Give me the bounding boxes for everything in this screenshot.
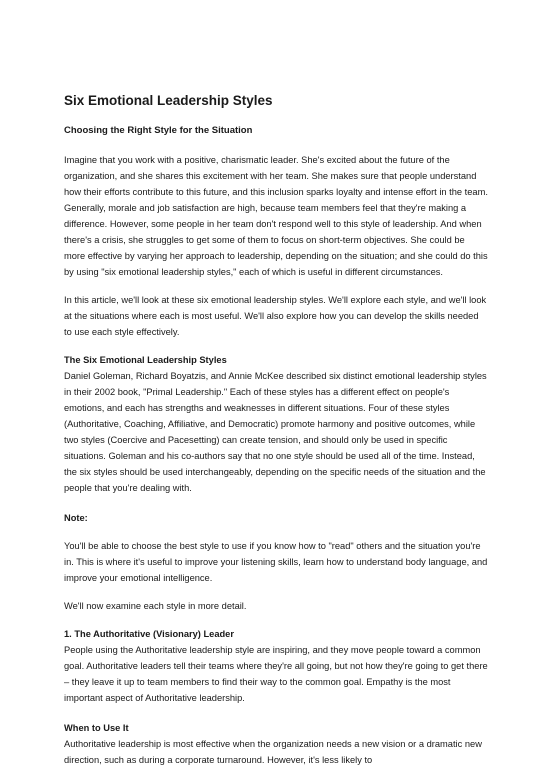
styles-section-body: Daniel Goleman, Richard Boyatzis, and Annie McKee described six distinct emotional leadership styles in their 2002 book, "Primal Leadership." Each of these styles has a different effect on people's emotions, and each has strengths and weaknesses in different situations. Four of these styles (Authoritative, Coaching, Affiliative, and Democratic) promote harmony and positive outcomes, while two styles (Coercive and Pacesetting) can create tension, and should only be used in specific situations. Goleman and his co-authors say that no one style should be used all of the time. Instead, the six styles should be used interchangeably, depending on the specific needs of the situation and the people that you're dealing with.: [64, 371, 487, 493]
note-label: Note:: [64, 513, 88, 523]
note-body: You'll be able to choose the best style to use if you know how to "read" others and the situation you're in. This is where it's useful to improve your listening skills, learn how to understand body language, and improve your emotional intelligence.: [64, 541, 488, 583]
intro-paragraph-2: In this article, we'll look at these six emotional leadership styles. We'll explore each style, and we'll look at the situations where each is most useful. We'll also explore how you can develop the skills needed to use each style effectively.: [64, 295, 487, 337]
styles-section-heading: The Six Emotional Leadership Styles: [64, 355, 227, 365]
authoritative-section: [64, 626, 488, 706]
intro-paragraph-1: Imagine that you work with a positive, charismatic leader. She's excited about the future of the organization, and she shares this excitement with her team. She makes sure that people understand how their efforts contribute to this future, and this inclusion sparks loyalty and intense effort in the team. Generally, morale and job satisfaction are high, because team members feel that they're making a difference. However, some people in her team don't respond well to this style of leadership. And when there's a crisis, she struggles to get some of them to focus on short-term objectives. She could be more effective by varying her approach to leadership, depending on the situation; and she could do this by using "six emotional leadership styles," each of which is useful in different circumstances.: [64, 155, 488, 277]
document-content: [64, 92, 488, 782]
when-to-use-heading: When to Use It: [64, 723, 129, 733]
document-subtitle: Choosing the Right Style for the Situation: [64, 125, 253, 136]
authoritative-body: People using the Authoritative leadership style are inspiring, and they move people toward a common goal. Authoritative leaders tell their teams where they're all going, but not how they're going to get there – they leave it up to team members to find their way to the common goal. Empathy is the most important aspect of Authoritative leadership.: [64, 645, 488, 703]
when-to-use-body: Authoritative leadership is most effective when the organization needs a new vision or a dramatic new direction, such as during a corporate turnaround. However, it's less likely to: [64, 739, 482, 765]
when-to-use-section: [64, 720, 488, 768]
document-title: Six Emotional Leadership Styles: [64, 93, 273, 108]
transition-text: We'll now examine each style in more detail.: [64, 601, 247, 611]
styles-section: [64, 352, 488, 496]
authoritative-heading: 1. The Authoritative (Visionary) Leader: [64, 629, 234, 639]
